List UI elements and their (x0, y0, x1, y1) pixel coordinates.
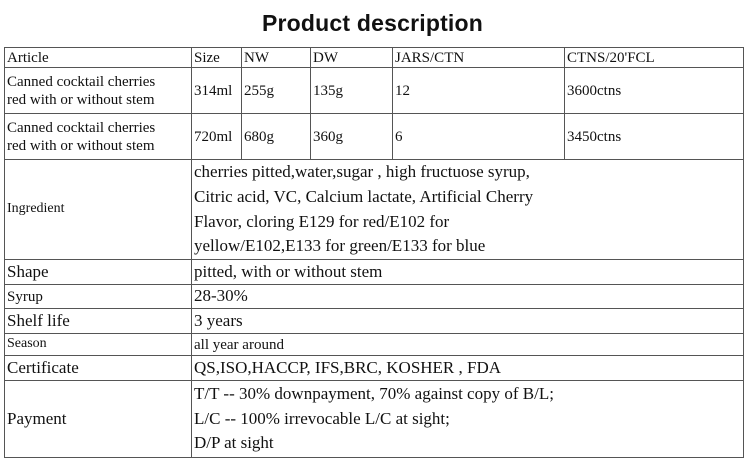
ingredient-line: yellow/E102,E133 for green/E133 for blue (194, 236, 486, 256)
season-value: all year around (192, 334, 744, 356)
payment-line: L/C -- 100% irrevocable L/C at sight; (194, 408, 450, 428)
shelf-life-label: Shelf life (5, 309, 192, 334)
product-size: 314ml (192, 68, 242, 114)
payment-row (5, 381, 744, 458)
shelf-life-row (5, 309, 744, 334)
shape-value: pitted, with or without stem (192, 260, 744, 285)
ingredient-label: Ingredient (5, 160, 192, 260)
product-ctns: 3450ctns (565, 114, 744, 160)
table-row (5, 114, 744, 160)
article-line: red with or without stem (7, 137, 155, 154)
product-article (5, 68, 192, 114)
header-ctns-fcl: CTNS/20'FCL (565, 48, 744, 68)
ingredient-line: cherries pitted,water,sugar , high fructuose syrup, (194, 162, 530, 182)
shape-row (5, 260, 744, 285)
ingredient-row (5, 160, 744, 260)
header-article: Article (5, 48, 192, 68)
header-nw: NW (242, 48, 311, 68)
product-article (5, 114, 192, 160)
product-nw: 680g (242, 114, 311, 160)
ingredient-value (192, 160, 744, 260)
article-line: red with or without stem (7, 91, 155, 108)
product-nw: 255g (242, 68, 311, 114)
syrup-label: Syrup (5, 285, 192, 309)
header-size: Size (192, 48, 242, 68)
header-dw: DW (311, 48, 393, 68)
payment-label: Payment (5, 381, 192, 458)
product-jars: 12 (393, 68, 565, 114)
product-size: 720ml (192, 114, 242, 160)
header-jars-ctn: JARS/CTN (393, 48, 565, 68)
ingredient-line: Flavor, cloring E129 for red/E102 for (194, 211, 450, 231)
product-dw: 135g (311, 68, 393, 114)
table-row (5, 68, 744, 114)
product-spec-table (4, 47, 744, 458)
product-jars: 6 (393, 114, 565, 160)
article-line: Canned cocktail cherries (7, 73, 156, 90)
certificate-label: Certificate (5, 356, 192, 381)
season-row (5, 334, 744, 356)
syrup-row (5, 285, 744, 309)
payment-line: T/T -- 30% downpayment, 70% against copy of B/L; (194, 384, 554, 404)
shape-label: Shape (5, 260, 192, 285)
table-header-row (5, 48, 744, 68)
season-label: Season (5, 334, 192, 356)
product-dw: 360g (311, 114, 393, 160)
syrup-value: 28-30% (192, 285, 744, 309)
payment-line: D/P at sight (194, 433, 274, 453)
certificate-value: QS,ISO,HACCP, IFS,BRC, KOSHER , FDA (192, 356, 744, 381)
shelf-life-value: 3 years (192, 309, 744, 334)
page-title: Product description (261, 10, 484, 36)
certificate-row (5, 356, 744, 381)
product-ctns: 3600ctns (565, 68, 744, 114)
payment-value (192, 381, 744, 458)
ingredient-line: Citric acid, VC, Calcium lactate, Artificial Cherry (194, 186, 534, 206)
article-line: Canned cocktail cherries (7, 119, 156, 136)
